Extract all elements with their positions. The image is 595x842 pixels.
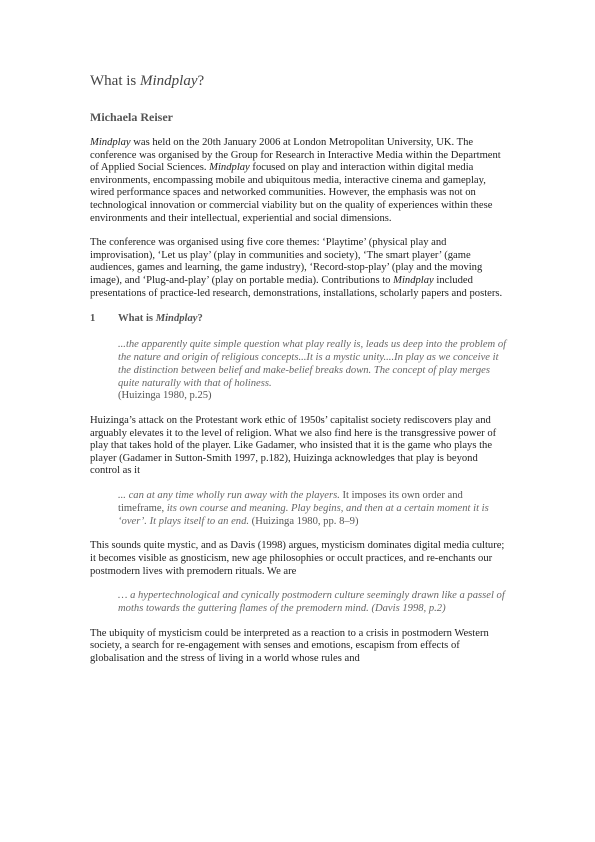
quote1-text: ...the apparently quite simple question what play really is, leads us deep into the problem of the nature and origin of religious concepts...It is a mystic unity....In play as we conceive it the distinction between belief and make-belief breaks down. The concept of play merges quite naturally with that of holiness. (118, 339, 507, 389)
block-quote-huizinga-2 (118, 490, 510, 528)
title-suffix: ? (197, 73, 205, 89)
para2-text-b: included presentations of practice-led research, demonstrations, installations, scholarly papers and posters. (90, 274, 503, 299)
title-prefix: What is (90, 73, 140, 89)
quote2-italic-a: ... can at any time wholly run away with the players. (118, 490, 340, 502)
section-title-prefix: What is (118, 313, 156, 325)
quote2-text-b: (Huizinga 1980, pp. 8–9) (249, 515, 359, 527)
section-heading (90, 312, 508, 325)
mysticism-paragraph: This sounds quite mystic, and as Davis (1998) argues, mysticism dominates digital media culture; it becomes visible as gnosticism, new age philosophies or occult practices, and re-enchants our postmodern lives with premodern rituals. We are (90, 540, 505, 577)
block-quote-huizinga-1 (118, 339, 510, 403)
huizinga-paragraph: Huizinga’s attack on the Protestant work ethic of 1950s’ capitalist society rediscovers play and arguably elevates it to the level of religion. What we also find here is the transgressive power of play that takes hold of the player. Like Gadamer, who insisted that it is the game who plays the player (Gadamer in Sutton-Smith 1997, p.182), Huizinga acknowledges that play is beyond control as it (90, 415, 497, 477)
para1-italic-mid: Mindplay (209, 162, 250, 174)
author-name: Michaela Reiser (90, 110, 173, 124)
section-title-italic: Mindplay (155, 313, 198, 325)
themes-paragraph (90, 237, 508, 300)
title-italic: Mindplay (140, 73, 198, 89)
para1-text-b: focused on play and interaction within digital media environments, encompassing mobile and ubiquitous media, interactive cinema and gameplay, wired performance spaces and networked communities. However, the emphasis was not on technological innovation or commercial viability but on the quality of experiences within these environments and their intellectual, experiential and social dimensions. (90, 162, 493, 224)
para1-italic-lead: Mindplay (90, 137, 131, 148)
section-title-suffix: ? (197, 313, 203, 325)
quote2-text-a: It imposes its own order and timeframe, (118, 490, 463, 514)
crisis-paragraph: The ubiquity of mysticism could be interpreted as a reaction to a crisis in postmodern Western society, a search for re-engagement with senses and emotions, escapism from effects of globalisation and the stress of living in a world whose rules and (90, 627, 489, 665)
page-title (90, 72, 508, 90)
quote2-italic-b: its own course and meaning. Play begins, and then at a certain moment it is ‘over’. It plays itself to an end. (118, 502, 489, 527)
para1-text-a: was held on the 20th January 2006 at London Metropolitan University, UK. The conference was organised by the Group for Research in Interactive Media within the Department of Applied Social Sciences. (90, 137, 501, 174)
para2-text-a: The conference was organised using five core themes: ‘Playtime’ (physical play and improvisation), ‘Let us play’ (play in communities and society), ‘The smart player’ (game audiences, games and learning, the game industry), ‘Record-stop-play’ (play and the moving image), and ‘Plug-and-play’ (play on portable media). Contributions to (90, 237, 483, 286)
quote1-citation: (Huizinga 1980, p.25) (118, 390, 212, 402)
block-quote-davis (118, 590, 510, 616)
para2-italic: Mindplay (393, 274, 434, 286)
document-page (90, 72, 508, 678)
quote3-text: … a hypertechnological and cynically postmodern culture seemingly drawn like a passel of moths towards the guttering flames of the premodern mind. (Davis 1998, p.2) (118, 590, 505, 615)
section-number: 1 (90, 313, 96, 325)
intro-paragraph (90, 137, 508, 225)
